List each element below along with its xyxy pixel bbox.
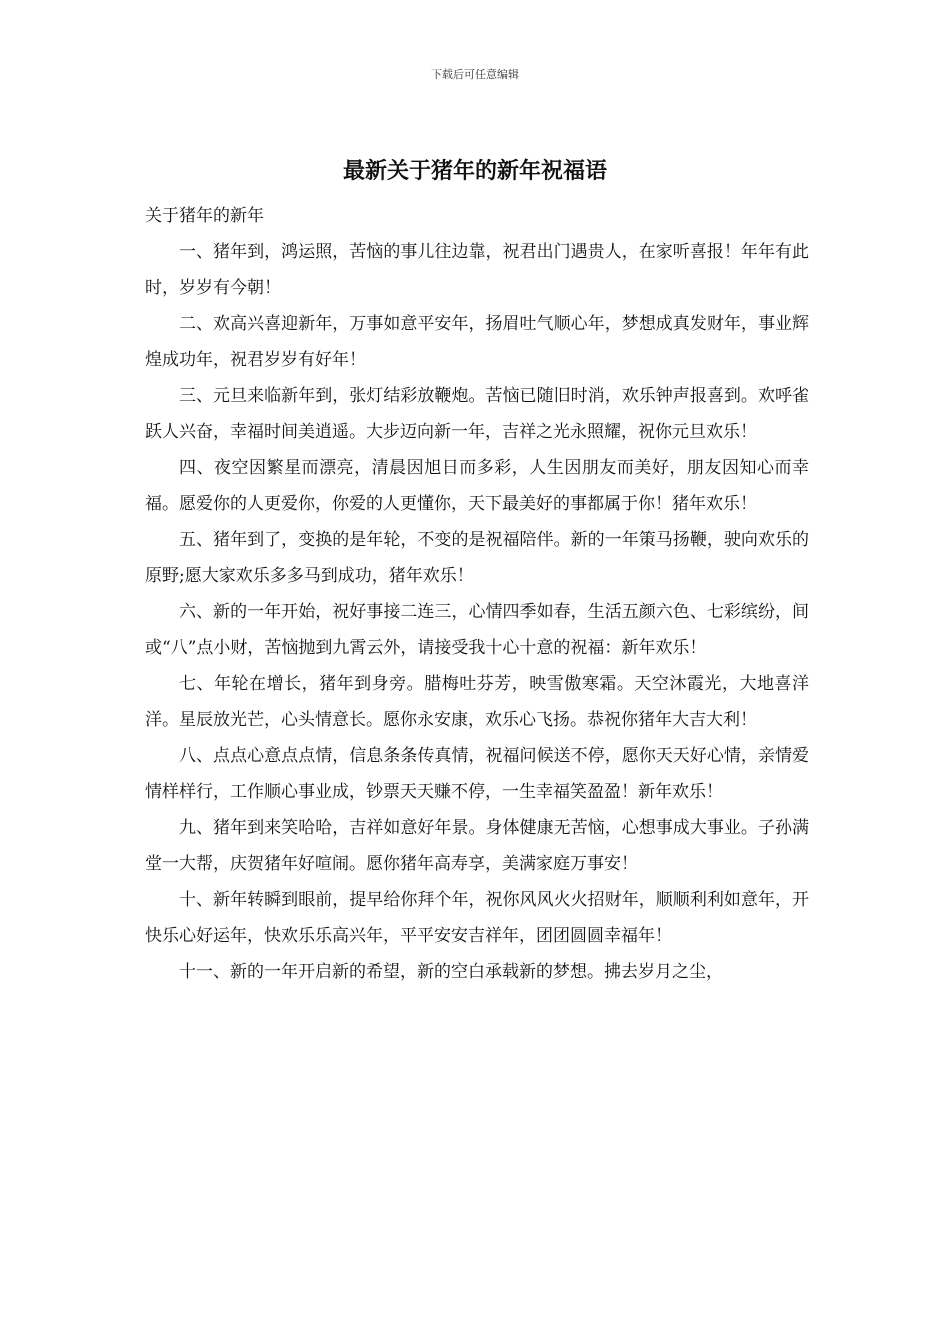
paragraph-3: 三、元旦来临新年到，张灯结彩放鞭炮。苦恼已随旧时消，欢乐钟声报喜到。欢呼雀跃人兴奋，幸福时间美逍遥。大步迈向新一年，吉祥之光永照耀，祝你元旦欢乐！ [145, 386, 809, 442]
paragraph-10: 十、新年转瞬到眼前，提早给你拜个年，祝你风风火火招财年，顺顺利利如意年，开快乐心好运年，快欢乐乐高兴年，平平安安吉祥年，团团圆圆幸福年！ [145, 890, 809, 946]
paragraph-2: 二、欢高兴喜迎新年，万事如意平安年，扬眉吐气顺心年，梦想成真发财年，事业辉煌成功年，祝君岁岁有好年！ [145, 314, 809, 370]
paragraph-11: 十一、新的一年开启新的希望，新的空白承载新的梦想。拂去岁月之尘， [179, 962, 723, 982]
paragraph-9: 九、猪年到来笑哈哈，吉祥如意好年景。身体健康无苦恼，心想事成大事业。子孙满堂一大帮，庆贺猪年好喧闹。愿你猪年高寿享，美满家庭万事安！ [145, 818, 809, 874]
paragraph-8: 八、点点心意点点情，信息条条传真情，祝福问候送不停，愿你天天好心情，亲情爱情样样行，工作顺心事业成，钞票天天赚不停，一生幸福笑盈盈！新年欢乐！ [145, 746, 809, 802]
document-title: 最新关于猪年的新年祝福语 [342, 158, 607, 184]
paragraph-6: 六、新的一年开始，祝好事接二连三，心情四季如春，生活五颜六色、七彩缤纷，间或“八”点小财，苦恼抛到九霄云外，请接受我十心十意的祝福：新年欢乐！ [145, 602, 809, 658]
header-note: 下载后可任意编辑 [431, 68, 519, 81]
section-subtitle: 关于猪年的新年 [145, 206, 264, 226]
paragraph-1: 一、猪年到，鸿运照，苦恼的事儿往边靠，祝君出门遇贵人，在家听喜报！年年有此时，岁岁有今朝！ [145, 242, 809, 298]
paragraph-5: 五、猪年到了，变换的是年轮，不变的是祝福陪伴。新的一年策马扬鞭，驶向欢乐的原野;愿大家欢乐多多马到成功，猪年欢乐！ [145, 530, 809, 586]
paragraph-4: 四、夜空因繁星而漂亮，清晨因旭日而多彩，人生因朋友而美好，朋友因知心而幸福。愿爱你的人更爱你，你爱的人更懂你，天下最美好的事都属于你！猪年欢乐！ [145, 458, 809, 514]
document-body [145, 198, 809, 990]
paragraph-7: 七、年轮在增长，猪年到身旁。腊梅吐芬芳，映雪傲寒霜。天空沐霞光，大地喜洋洋。星辰放光芒，心头情意长。愿你永安康，欢乐心飞扬。恭祝你猪年大吉大利！ [145, 674, 809, 730]
